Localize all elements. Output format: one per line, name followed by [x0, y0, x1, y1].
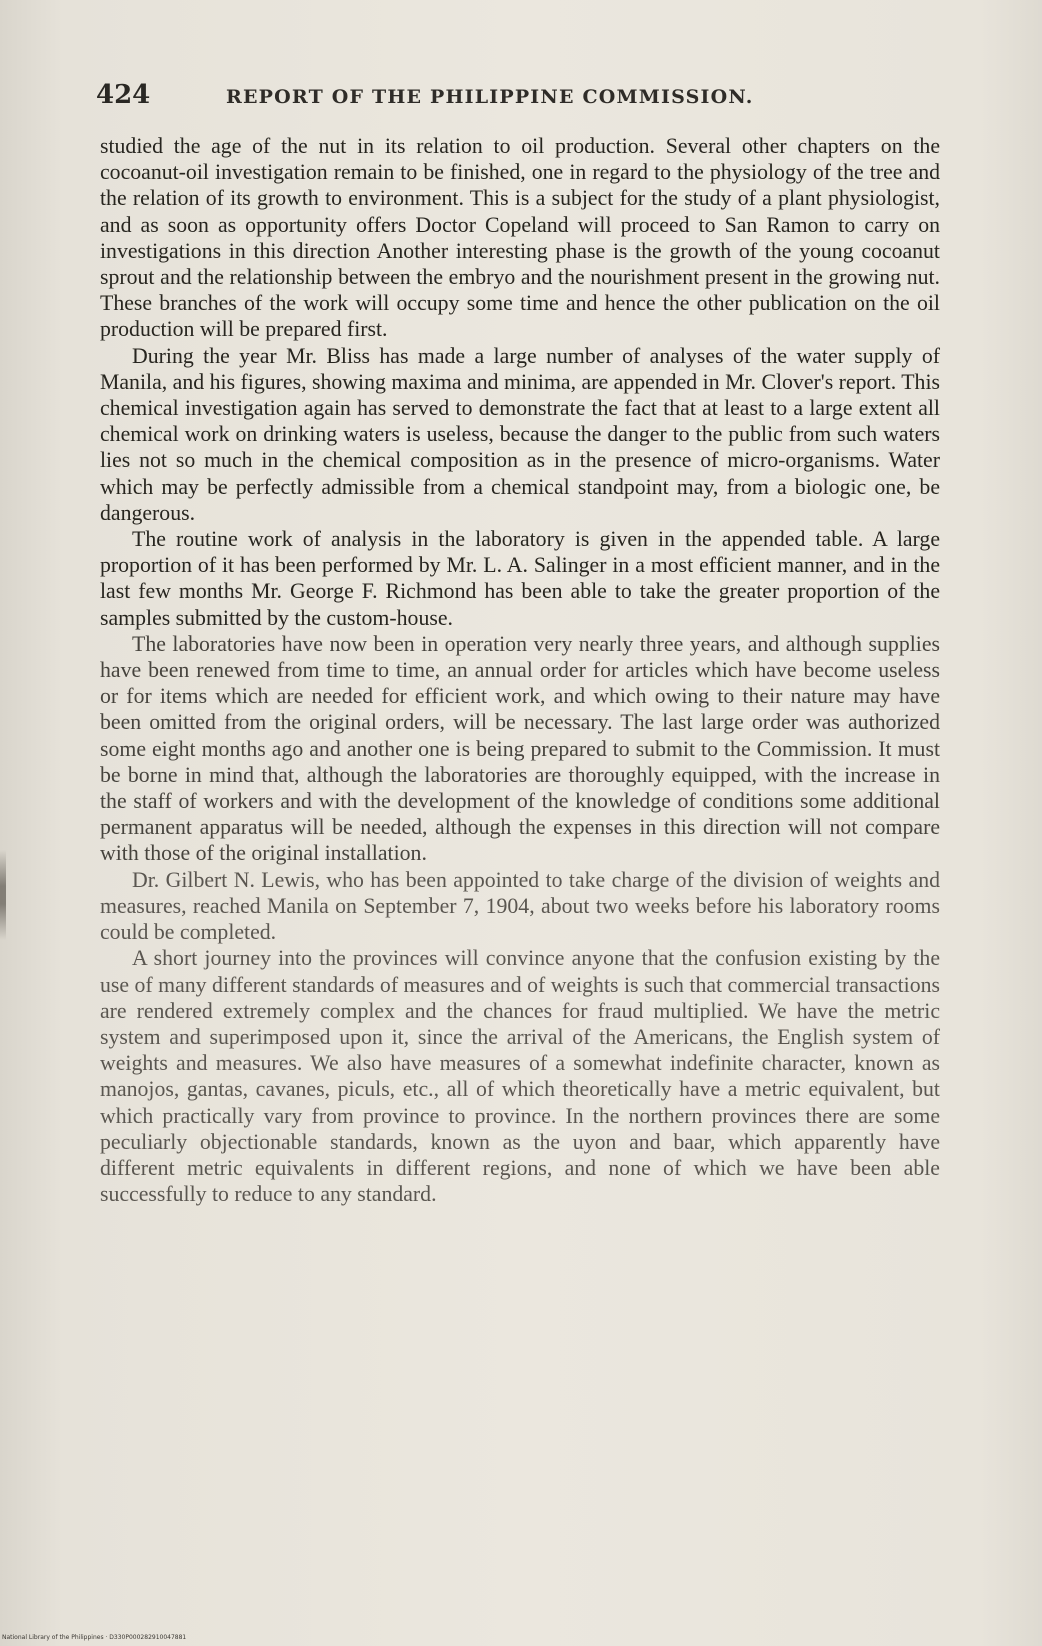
- paragraph-weights-measures-division: Dr. Gilbert N. Lewis, who has been appointed to take charge of the division of weights and measures, reached Manila on September 7, 1904, about two weeks before his laboratory rooms could be completed.: [100, 867, 940, 945]
- binding-shadow: [0, 850, 6, 940]
- page-number: 424: [96, 80, 151, 110]
- page-header: [96, 80, 856, 114]
- paragraph-routine-analysis: The routine work of analysis in the laboratory is given in the appended table. A large proportion of it has been performed by Mr. L. A. Salinger in a most efficient manner, and in the last few months Mr. George F. Richmond has been able to take the greater proportion of the samples submitted by the custom-house.: [100, 527, 940, 630]
- running-title: REPORT OF THE PHILIPPINE COMMISSION.: [226, 86, 754, 108]
- paragraph-cocoanut-oil: studied the age of the nut in its relation to oil production. Several other chapters on the cocoanut-oil investigation remain to be finished, one in regard to the physiology of the tree and the relation of its growth to environment. This is a subject for the study of a plant physiologist, and as soon as opportunity offers Doctor Copeland will proceed to San Ramon to carry on investigations in this direction Another interesting phase is the growth of the young cocoanut sprout and the relationship between the embryo and the nourishment present in the growing nut. These branches of the work will occupy some time and hence the other publication on the oil production will be prepared first.: [100, 134, 940, 342]
- paragraph-water-supply: During the year Mr. Bliss has made a large number of analyses of the water supply of Manila, and his figures, showing maxima and minima, are appended in Mr. Clover's report. This chemical investigation again has served to demonstrate the fact that at least to a large extent all chemical work on drinking waters is useless, because the danger to the public from such waters lies not so much in the chemical composition as in the presence of micro-organisms. Water which may be perfectly admissible from a chemical standpoint may, from a biologic one, be dangerous.: [100, 343, 940, 525]
- body-text: [100, 133, 940, 1207]
- paragraph-laboratory-supplies: The laboratories have now been in operation very nearly three years, and although supplies have been renewed from time to time, an annual order for articles which have become useless or for items which are needed for efficient work, and which owing to their nature may have been omitted from the original orders, will be necessary. The last large order was authorized some eight months ago and another one is being prepared to submit to the Commission. It must be borne in mind that, although the laboratories are thoroughly equipped, with the increase in the staff of workers and with the development of the knowledge of conditions some additional permanent apparatus will be needed, although the expenses in this direction will not compare with those of the original installation.: [100, 631, 940, 866]
- footer-credit: National Library of the Philippines · D330P000282910047881: [2, 1634, 187, 1641]
- paragraph-provincial-standards: A short journey into the provinces will convince anyone that the confusion existing by the use of many different standards of measures and of weights is such that commercial transactions are rendered extremely complex and the chances for fraud multiplied. We have the metric system and superimposed upon it, since the arrival of the Americans, the English system of weights and measures. We also have measures of a somewhat indefinite character, known as manojos, gantas, cavanes, piculs, etc., all of which theoretically have a metric equivalent, but which practically vary from province to province. In the northern provinces there are some peculiarly objectionable standards, known as the uyon and baar, which apparently have different metric equivalents in different regions, and none of which we have been able successfully to reduce to any standard.: [100, 946, 940, 1207]
